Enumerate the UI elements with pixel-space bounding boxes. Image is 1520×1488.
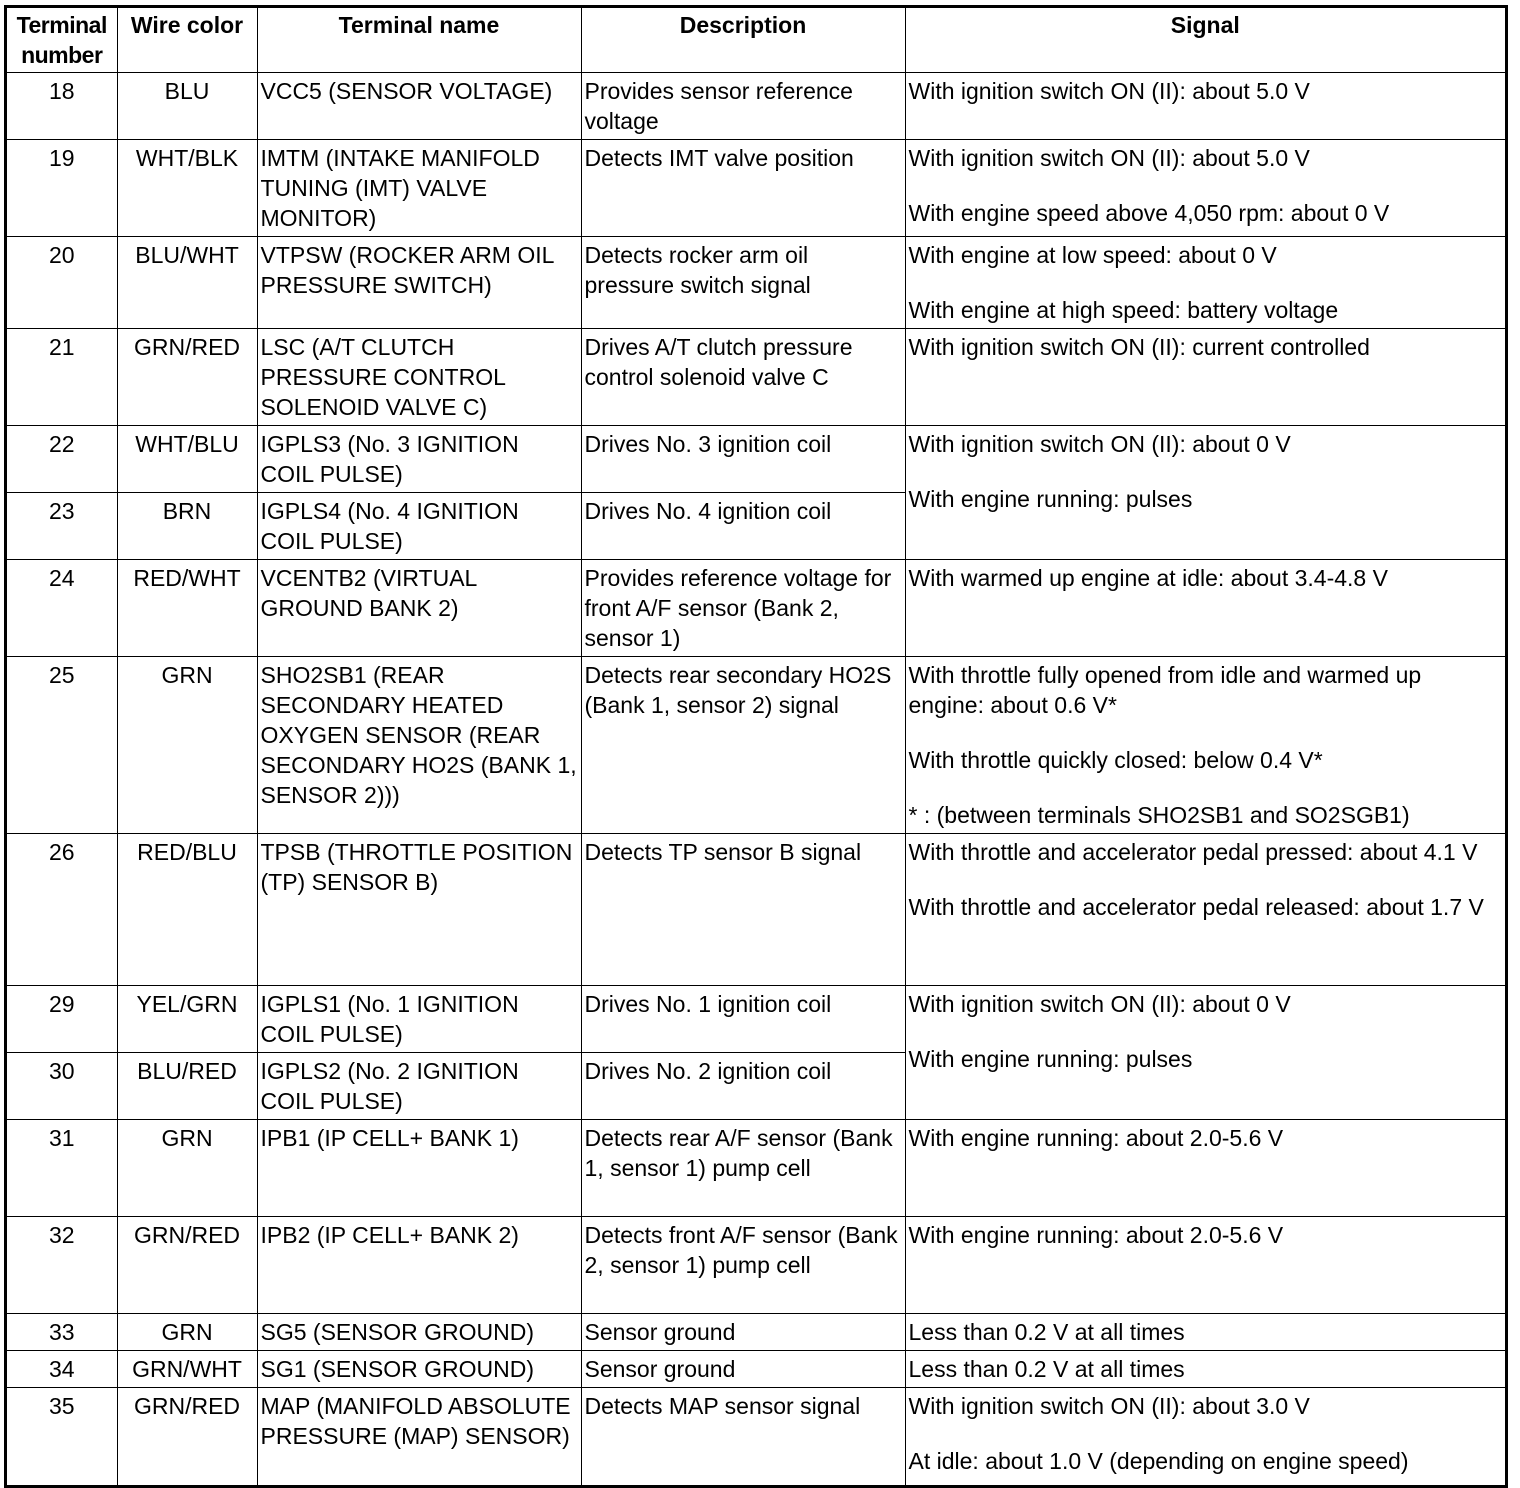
wire-color-cell: WHT/BLK [117, 140, 257, 237]
signal-line: With ignition switch ON (II): about 5.0 V [908, 145, 1310, 171]
description-cell: Provides sensor reference voltage [581, 73, 905, 140]
terminal-name-cell: IPB2 (IP CELL+ BANK 2) [257, 1217, 581, 1314]
signal-cell [905, 1314, 1505, 1351]
terminal-number-cell: 19 [7, 140, 117, 237]
signal-line: With throttle fully opened from idle and warmed up engine: about 0.6 V* [908, 662, 1422, 718]
wire-color-cell: GRN [117, 657, 257, 834]
terminal-number-cell: 33 [7, 1314, 117, 1351]
table-row [7, 73, 1505, 140]
signal-cell [905, 560, 1505, 657]
terminal-number-cell: 24 [7, 560, 117, 657]
terminal-name-cell: IGPLS1 (No. 1 IGNITION COIL PULSE) [257, 986, 581, 1053]
terminal-name-cell: LSC (A/T CLUTCH PRESSURE CONTROL SOLENOID VALVE C) [257, 329, 581, 426]
wire-color-cell: GRN [117, 1314, 257, 1351]
signal-cell [905, 237, 1505, 329]
terminal-name-cell: SHO2SB1 (REAR SECONDARY HEATED OXYGEN SENSOR (REAR SECONDARY HO2S (BANK 1, SENSOR 2))) [257, 657, 581, 834]
description-cell: Detects rear secondary HO2S (Bank 1, sensor 2) signal [581, 657, 905, 834]
signal-line: With ignition switch ON (II): about 3.0 V [908, 1393, 1310, 1419]
wire-color-cell: GRN/RED [117, 1217, 257, 1314]
wire-color-cell: GRN [117, 1120, 257, 1217]
wire-color-cell: BLU [117, 73, 257, 140]
signal-line: With throttle and accelerator pedal released: about 1.7 V [908, 894, 1484, 920]
terminal-number-cell: 30 [7, 1053, 117, 1120]
terminal-table-container [4, 5, 1508, 1488]
description-cell: Detects TP sensor B signal [581, 834, 905, 986]
description-cell: Drives No. 2 ignition coil [581, 1053, 905, 1120]
signal-line: At idle: about 1.0 V (depending on engine speed) [908, 1448, 1409, 1474]
signal-cell [905, 1217, 1505, 1314]
signal-line: With warmed up engine at idle: about 3.4-4.8 V [908, 565, 1388, 591]
description-cell: Detects MAP sensor signal [581, 1388, 905, 1485]
signal-line: With throttle and accelerator pedal pressed: about 4.1 V [908, 839, 1478, 865]
wire-color-cell: WHT/BLU [117, 426, 257, 493]
wire-color-cell: BLU/WHT [117, 237, 257, 329]
header-description: Description [581, 8, 905, 73]
signal-line: With engine at high speed: battery voltage [908, 297, 1339, 323]
table-row [7, 560, 1505, 657]
terminal-name-cell: IGPLS4 (No. 4 IGNITION COIL PULSE) [257, 493, 581, 560]
table-row [7, 1388, 1505, 1485]
description-cell: Detects rocker arm oil pressure switch signal [581, 237, 905, 329]
signal-line: Less than 0.2 V at all times [908, 1356, 1185, 1382]
terminal-name-cell: SG5 (SENSOR GROUND) [257, 1314, 581, 1351]
header-terminal-number: Terminal number [7, 8, 117, 73]
signal-spacer [909, 459, 1503, 484]
terminal-name-cell: TPSB (THROTTLE POSITION (TP) SENSOR B) [257, 834, 581, 986]
signal-cell [905, 426, 1505, 560]
signal-line: With ignition switch ON (II): about 0 V [908, 991, 1291, 1017]
terminal-name-cell: IMTM (INTAKE MANIFOLD TUNING (IMT) VALVE MONITOR) [257, 140, 581, 237]
signal-cell [905, 1388, 1505, 1485]
signal-cell [905, 986, 1505, 1120]
signal-line: With ignition switch ON (II): about 0 V [908, 431, 1291, 457]
signal-line: With engine at low speed: about 0 V [908, 242, 1277, 268]
signal-cell [905, 140, 1505, 237]
terminal-number-cell: 21 [7, 329, 117, 426]
table-row [7, 1217, 1505, 1314]
header-row [7, 8, 1505, 73]
table-row [7, 237, 1505, 329]
terminal-name-cell: VCENTB2 (VIRTUAL GROUND BANK 2) [257, 560, 581, 657]
table-row [7, 834, 1505, 986]
terminal-name-cell: SG1 (SENSOR GROUND) [257, 1351, 581, 1388]
wire-color-cell: RED/WHT [117, 560, 257, 657]
table-row [7, 329, 1505, 426]
description-cell: Sensor ground [581, 1314, 905, 1351]
signal-cell [905, 1351, 1505, 1388]
signal-line: With engine running: pulses [908, 486, 1193, 512]
header-wire-color: Wire color [117, 8, 257, 73]
terminal-number-cell: 34 [7, 1351, 117, 1388]
terminal-number-cell: 31 [7, 1120, 117, 1217]
header-signal: Signal [905, 8, 1505, 73]
description-cell: Detects rear A/F sensor (Bank 1, sensor 1) pump cell [581, 1120, 905, 1217]
description-cell: Sensor ground [581, 1351, 905, 1388]
signal-line: * : (between terminals SHO2SB1 and SO2SGB1) [908, 802, 1410, 828]
description-cell: Drives No. 4 ignition coil [581, 493, 905, 560]
terminal-name-cell: VCC5 (SENSOR VOLTAGE) [257, 73, 581, 140]
terminal-number-cell: 29 [7, 986, 117, 1053]
table-row [7, 657, 1505, 834]
table-body [7, 73, 1505, 1485]
terminal-name-cell: IGPLS3 (No. 3 IGNITION COIL PULSE) [257, 426, 581, 493]
signal-spacer [909, 775, 1503, 800]
wire-color-cell: RED/BLU [117, 834, 257, 986]
signal-cell [905, 73, 1505, 140]
description-cell: Provides reference voltage for front A/F sensor (Bank 2, sensor 1) [581, 560, 905, 657]
terminal-table [7, 8, 1505, 1485]
table-row [7, 1314, 1505, 1351]
description-cell: Drives A/T clutch pressure control solenoid valve C [581, 329, 905, 426]
wire-color-cell: BRN [117, 493, 257, 560]
table-row [7, 1351, 1505, 1388]
signal-line: With engine speed above 4,050 rpm: about 0 V [908, 200, 1390, 226]
wire-color-cell: GRN/RED [117, 1388, 257, 1485]
signal-spacer [909, 1421, 1503, 1446]
terminal-number-cell: 32 [7, 1217, 117, 1314]
signal-line: With ignition switch ON (II): current controlled [908, 334, 1370, 360]
signal-line: With engine running: about 2.0-5.6 V [908, 1125, 1284, 1151]
signal-spacer [909, 270, 1503, 295]
wire-color-cell: YEL/GRN [117, 986, 257, 1053]
signal-spacer [909, 1019, 1503, 1044]
table-row [7, 426, 1505, 493]
terminal-number-cell: 23 [7, 493, 117, 560]
description-cell: Detects front A/F sensor (Bank 2, sensor 1) pump cell [581, 1217, 905, 1314]
description-cell: Detects IMT valve position [581, 140, 905, 237]
table-row [7, 986, 1505, 1053]
terminal-number-cell: 26 [7, 834, 117, 986]
description-cell: Drives No. 3 ignition coil [581, 426, 905, 493]
signal-line: Less than 0.2 V at all times [908, 1319, 1185, 1345]
terminal-number-cell: 22 [7, 426, 117, 493]
terminal-name-cell: VTPSW (ROCKER ARM OIL PRESSURE SWITCH) [257, 237, 581, 329]
signal-spacer [909, 173, 1503, 198]
terminal-name-cell: MAP (MANIFOLD ABSOLUTE PRESSURE (MAP) SENSOR) [257, 1388, 581, 1485]
signal-spacer [909, 867, 1503, 892]
table-row [7, 140, 1505, 237]
terminal-number-cell: 35 [7, 1388, 117, 1485]
signal-cell [905, 657, 1505, 834]
wire-color-cell: GRN/RED [117, 329, 257, 426]
description-cell: Drives No. 1 ignition coil [581, 986, 905, 1053]
terminal-number-cell: 25 [7, 657, 117, 834]
signal-cell [905, 1120, 1505, 1217]
table-row [7, 1120, 1505, 1217]
signal-cell [905, 329, 1505, 426]
terminal-number-cell: 20 [7, 237, 117, 329]
signal-line: With throttle quickly closed: below 0.4 V* [908, 747, 1323, 773]
wire-color-cell: GRN/WHT [117, 1351, 257, 1388]
terminal-number-cell: 18 [7, 73, 117, 140]
header-terminal-name: Terminal name [257, 8, 581, 73]
signal-line: With engine running: pulses [908, 1046, 1193, 1072]
signal-line: With ignition switch ON (II): about 5.0 V [908, 78, 1310, 104]
terminal-name-cell: IGPLS2 (No. 2 IGNITION COIL PULSE) [257, 1053, 581, 1120]
wire-color-cell: BLU/RED [117, 1053, 257, 1120]
signal-cell [905, 834, 1505, 986]
terminal-name-cell: IPB1 (IP CELL+ BANK 1) [257, 1120, 581, 1217]
signal-spacer [909, 720, 1503, 745]
signal-line: With engine running: about 2.0-5.6 V [908, 1222, 1284, 1248]
